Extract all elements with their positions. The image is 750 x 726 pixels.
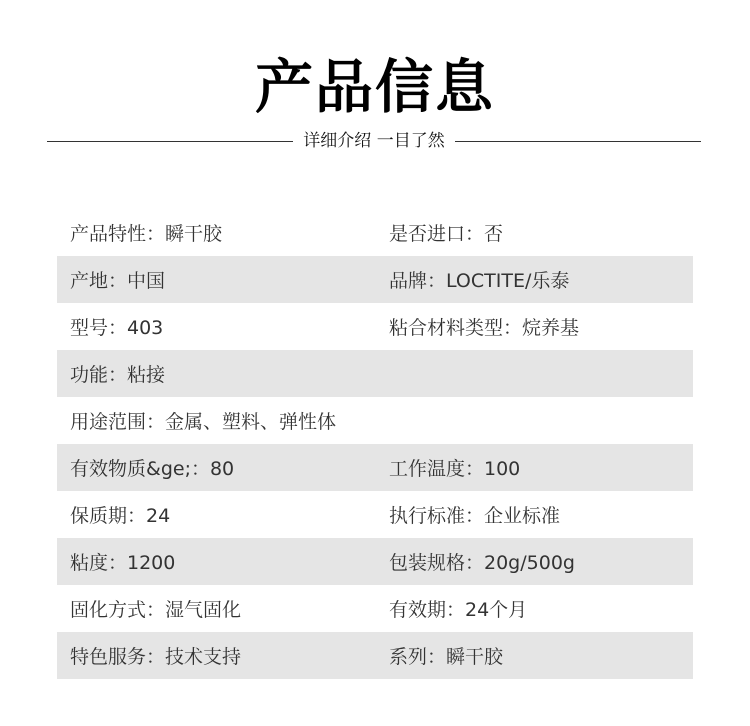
attribute-cell: 型号：403 [70, 317, 164, 339]
product-info-table [57, 209, 693, 679]
table-row [57, 632, 693, 679]
table-row [57, 444, 693, 491]
table-row [57, 256, 693, 303]
attribute-cell: 工作温度：100 [389, 458, 521, 480]
attribute-cell: 产地：中国 [70, 270, 166, 292]
attribute-cell: 有效期：24个月 [389, 599, 528, 621]
table-row [57, 538, 693, 585]
table-row [57, 209, 693, 256]
table-row [57, 350, 693, 397]
table-row [57, 397, 693, 444]
table-row [57, 585, 693, 632]
attribute-cell: 执行标准：企业标准 [389, 505, 561, 527]
attribute-cell: 功能：粘接 [70, 364, 166, 386]
attribute-cell: 系列：瞬干胶 [389, 646, 504, 668]
attribute-cell: 保质期：24 [70, 505, 171, 527]
right-divider-line [455, 141, 701, 142]
attribute-cell: 有效物质&ge;：80 [70, 458, 235, 480]
attribute-cell: 产品特性：瞬干胶 [70, 223, 223, 245]
left-divider-line [47, 141, 293, 142]
attribute-cell: 固化方式：湿气固化 [70, 599, 242, 621]
attribute-cell: 用途范围：金属、塑料、弹性体 [70, 411, 337, 433]
table-row [57, 303, 693, 350]
attribute-cell: 是否进口：否 [389, 223, 504, 245]
table-row [57, 491, 693, 538]
attribute-cell: 粘度：1200 [70, 552, 176, 574]
page-subtitle: 详细介绍 一目了然 [303, 131, 445, 151]
attribute-cell: 特色服务：技术支持 [70, 646, 242, 668]
attribute-cell: 包装规格：20g/500g [389, 552, 575, 574]
attribute-cell: 粘合材料类型：烷养基 [389, 317, 580, 339]
page-title: 产品信息 [254, 53, 495, 121]
attribute-cell: 品牌：LOCTITE/乐泰 [389, 270, 570, 292]
subtitle-divider [47, 128, 701, 154]
